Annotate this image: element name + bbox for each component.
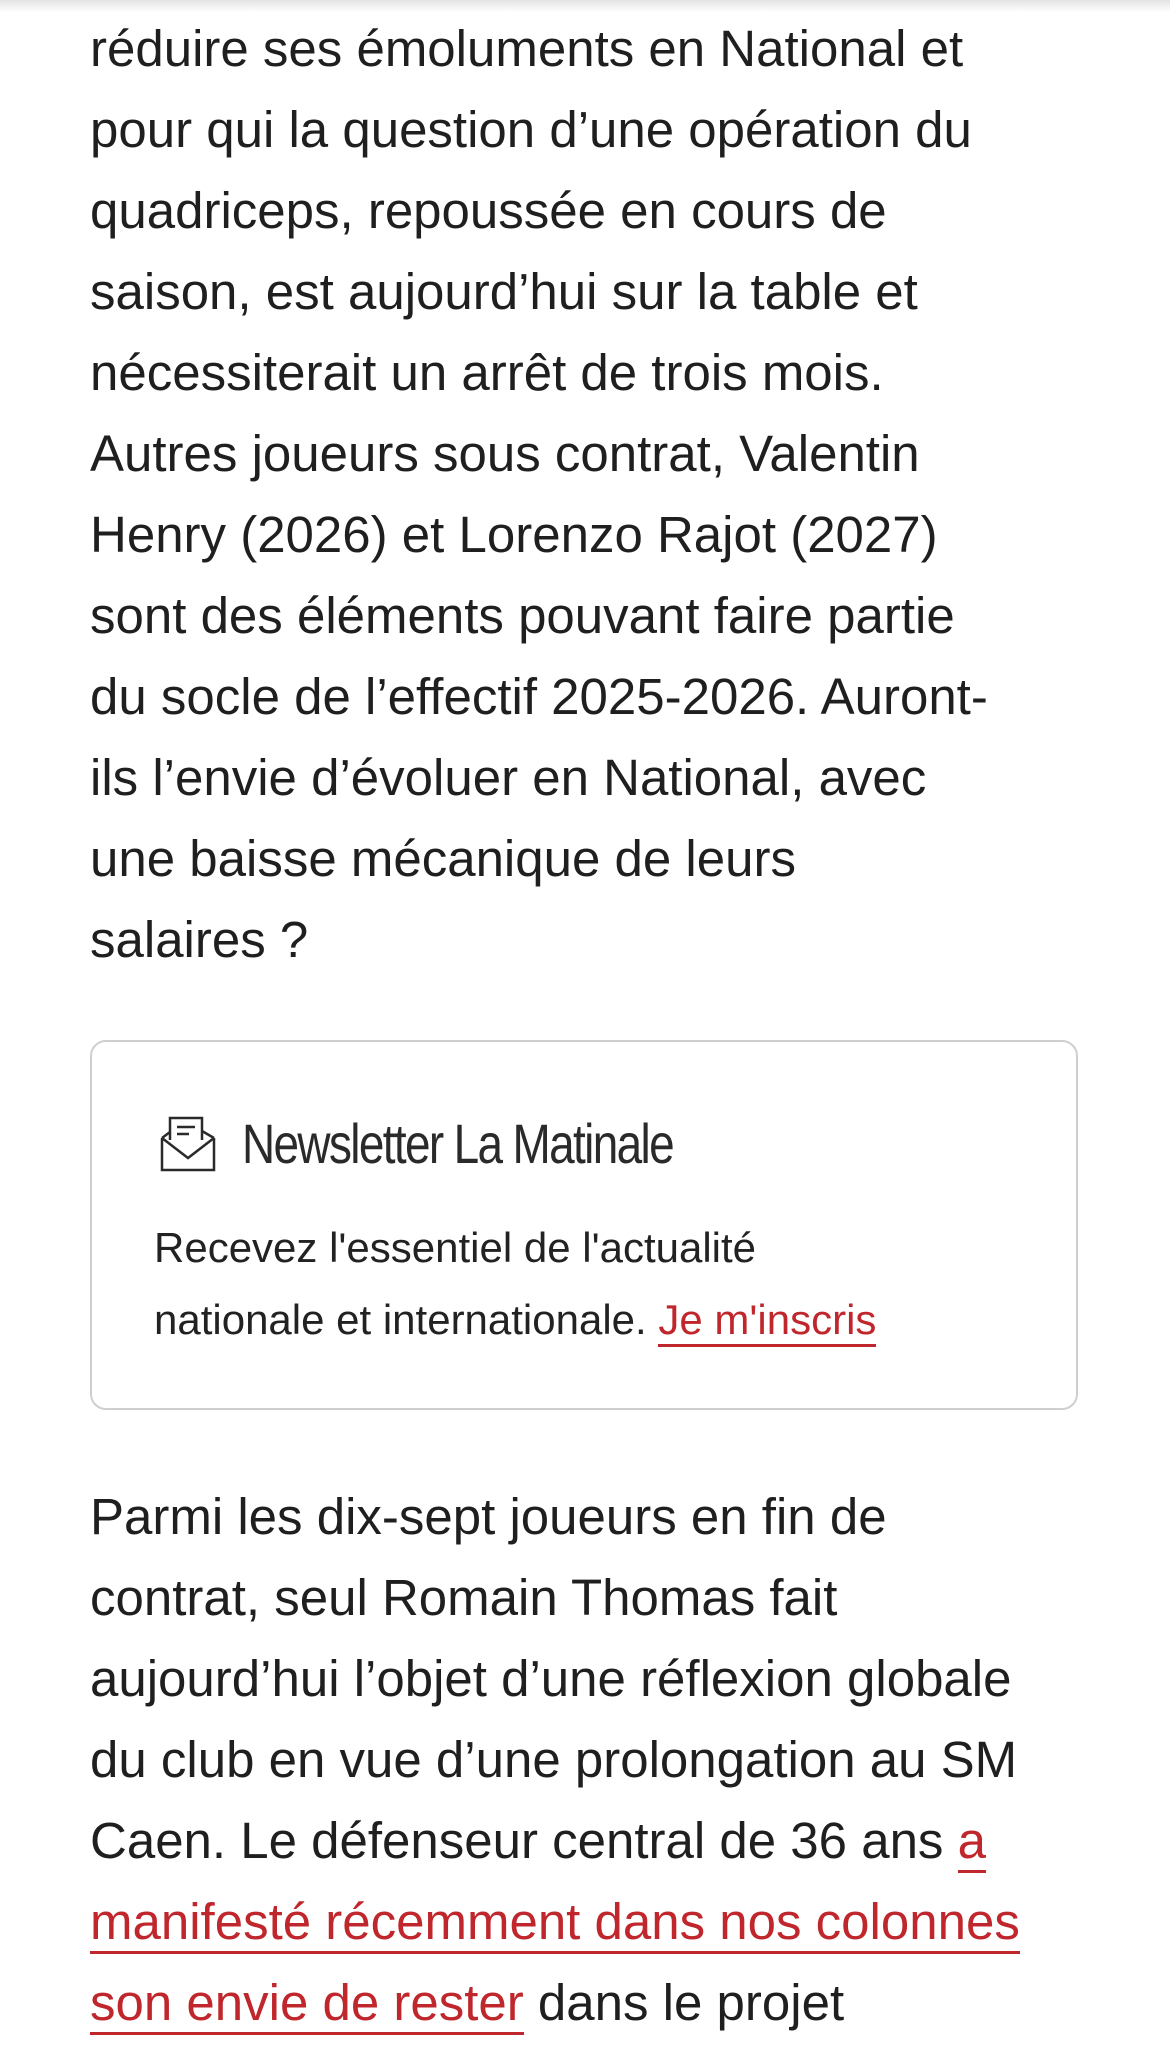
text-line: Autres joueurs sous contrat, Valentin xyxy=(90,425,920,482)
article-paragraph xyxy=(90,8,1090,980)
text-line: sont des éléments pouvant faire partie xyxy=(90,587,955,644)
text-line: salaires ? xyxy=(90,911,309,968)
article-paragraph xyxy=(90,1476,1090,2043)
newsletter-subscribe-link[interactable]: Je m'inscris xyxy=(658,1296,876,1347)
text-line xyxy=(90,1800,1090,1881)
text-line: une baisse mécanique de leurs xyxy=(90,830,796,887)
article-body xyxy=(90,8,1090,980)
text-segment: Caen. Le défenseur central de 36 ans xyxy=(90,1812,958,1869)
text-line: contrat, seul Romain Thomas fait xyxy=(90,1569,838,1626)
text-line: du socle de l’effectif 2025-2026. Auront- xyxy=(90,668,988,725)
envelope-letter-icon xyxy=(160,1114,216,1174)
article-inline-link[interactable]: a xyxy=(958,1812,986,1873)
text-line: quadriceps, repoussée en cours de xyxy=(90,182,887,239)
text-line: réduire ses émoluments en National et xyxy=(90,20,964,77)
newsletter-desc-text: nationale et internationale. xyxy=(154,1296,659,1343)
newsletter-desc-line: Recevez l'essentiel de l'actualité xyxy=(154,1224,757,1271)
article-inline-link[interactable]: son envie de rester xyxy=(90,1974,524,2035)
text-line: pour qui la question d’une opération du xyxy=(90,101,972,158)
text-line: Henry (2026) et Lorenzo Rajot (2027) xyxy=(90,506,938,563)
text-line: nécessiterait un arrêt de trois mois. xyxy=(90,344,884,401)
text-line: Parmi les dix-sept joueurs en fin de xyxy=(90,1488,887,1545)
text-line xyxy=(90,1962,1090,2043)
text-segment: dans le projet xyxy=(523,1974,845,2031)
newsletter-desc-line xyxy=(154,1284,1034,1356)
text-line xyxy=(90,1881,1090,1962)
article-inline-link[interactable]: manifesté récemment dans nos colonnes xyxy=(90,1893,1020,1954)
newsletter-description xyxy=(154,1212,1034,1356)
newsletter-title: Newsletter La Matinale xyxy=(242,1112,673,1175)
text-line: saison, est aujourd’hui sur la table et xyxy=(90,263,918,320)
newsletter-signup-box xyxy=(90,1040,1078,1410)
text-line: du club en vue d’une prolongation au SM xyxy=(90,1731,1018,1788)
text-line: aujourd’hui l’objet d’une réflexion globale xyxy=(90,1650,1012,1707)
text-line: ils l’envie d’évoluer en National, avec xyxy=(90,749,927,806)
